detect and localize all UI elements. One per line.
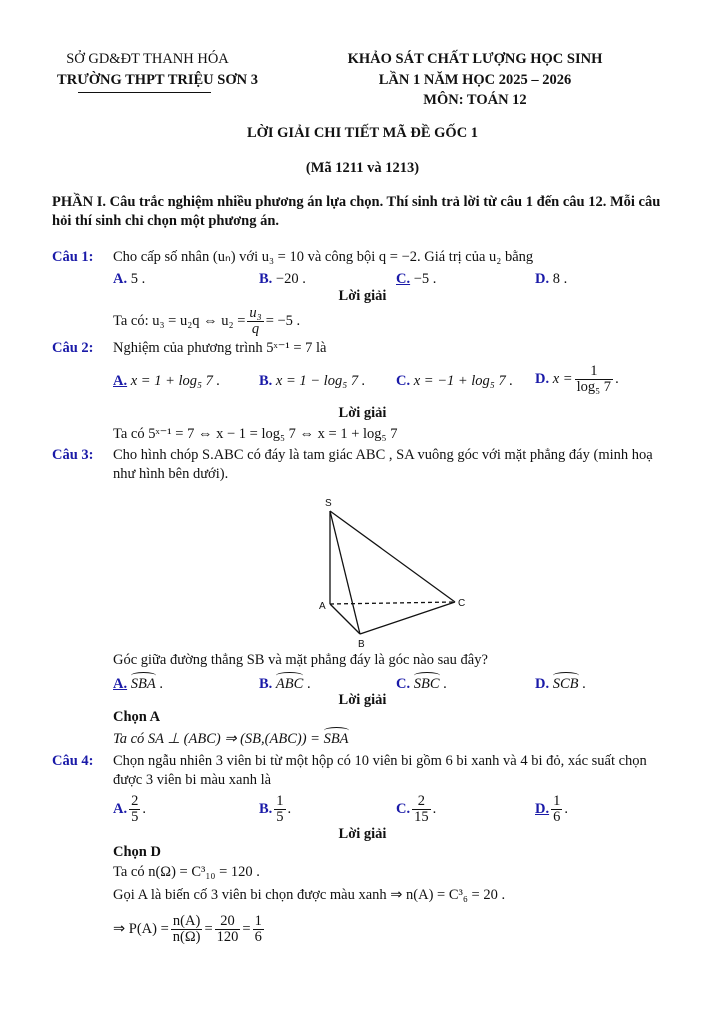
option-value: x =: [552, 370, 573, 387]
page-subtitle: (Mã 1211 và 1213): [305, 160, 420, 176]
denominator: 5: [276, 809, 284, 825]
option-value: −20 .: [275, 271, 306, 287]
option-letter: A.: [113, 800, 128, 817]
option-letter-correct: A.: [113, 373, 128, 389]
q2-solution: Ta có 5ˣ⁻¹ = 7 ⇔ x − 1 = log₅ 7 ⇔ x = 1 + log₅ 7: [113, 426, 398, 442]
fraction: [171, 914, 203, 945]
option-value: 5 .: [130, 271, 146, 287]
vertex-label-a: A: [319, 601, 326, 612]
numerator: 1: [254, 913, 262, 929]
numerator: 1: [553, 793, 561, 809]
option-letter: D.: [535, 370, 550, 387]
denominator: q: [251, 321, 260, 337]
q2-option-d: D. x = $\frac{1}{\text{log₅ 7}}$ .: [535, 363, 619, 395]
denominator: 120: [216, 929, 239, 945]
q4-solution-line3: ⇒ P(A) = $\frac{n(A)}{n(\Omega)}$ = $\frac{20}{120}$ = $\frac{1}{6}$: [113, 913, 262, 945]
numerator: u₃: [249, 305, 262, 321]
option-letter: B.: [259, 676, 273, 692]
angle-value: SCB: [552, 676, 579, 692]
q4-choice: Chọn D: [113, 844, 161, 860]
department-name: SỞ GD&ĐT THANH HÓA: [66, 51, 229, 67]
q4-option-c: C. $\frac{2}{15}$ .: [396, 793, 437, 825]
sol-pre: Ta có: u₃ = u₂q ⇔ u₂ =: [113, 312, 246, 329]
part-heading-line2: hỏi thí sinh chỉ chọn một phương án.: [52, 213, 280, 229]
q1-option-b: [259, 270, 306, 288]
q3-text-line1: Cho hình chóp S.ABC có đáy là tam giác ABC , SA vuông góc với mặt phẳng đáy (minh hoạ: [113, 447, 653, 463]
fraction: [129, 794, 140, 825]
q4-text-line1: Chọn ngẫu nhiên 3 viên bi từ một hộp có 10 viên bi gồm 6 bi xanh và 4 bi đỏ, xác suất chọn: [113, 753, 647, 769]
school-name-text: TRƯỜNG THPT TRIỆU SƠN 3: [57, 72, 258, 88]
q4-text-line2: được 3 viên bi màu xanh là: [113, 772, 272, 788]
fraction: [215, 914, 241, 945]
q1-text: Cho cấp số nhân (uₙ) với u₃ = 10 và công bội q = −2. Giá trị của u₂ bằng: [113, 249, 534, 265]
angle-value: ABC: [275, 676, 304, 692]
sol-post: = −5 .: [265, 312, 301, 329]
sol-pre: ⇒ P(A) =: [113, 920, 169, 937]
q3-label: Câu 3:: [52, 447, 94, 463]
exam-subject: MÔN: TOÁN 12: [423, 92, 527, 108]
q4-option-b: B. $\frac{1}{5}$ .: [259, 793, 292, 825]
header-underline: [78, 92, 211, 93]
page-title: LỜI GIẢI CHI TIẾT MÃ ĐỀ GỐC 1: [246, 125, 479, 141]
q3-choice: Chọn A: [113, 709, 161, 725]
option-letter: D.: [535, 271, 550, 287]
fraction: [253, 914, 264, 945]
q1-option-c: [396, 270, 436, 288]
q3-option-b: B. ABC .: [259, 676, 311, 692]
q1-option-a: [113, 270, 145, 288]
option-value: 8 .: [552, 271, 568, 287]
edge-bc: [360, 602, 455, 634]
numerator: 1: [575, 364, 613, 380]
denominator: log₅ 7: [576, 379, 612, 395]
option-letter: B.: [259, 373, 273, 389]
option-value: x = −1 + log₅ 7 .: [413, 373, 513, 389]
vertex-label-b: B: [358, 639, 365, 650]
option-value: −5 .: [413, 271, 437, 287]
q2-option-b: [259, 372, 365, 390]
edge-ab: [330, 604, 360, 634]
denominator: n(Ω): [172, 929, 201, 945]
sol-pre: Ta có SA ⊥ (ABC) ⇒ (SB,(ABC)) =: [113, 731, 320, 747]
option-letter-correct: D.: [535, 800, 550, 817]
option-letter-correct: C.: [396, 271, 411, 287]
fraction: [274, 794, 285, 825]
numerator: 20: [215, 914, 241, 930]
exam-title: KHẢO SÁT CHẤT LƯỢNG HỌC SINH: [347, 51, 603, 67]
edge-ac-hidden: [330, 602, 455, 604]
option-letter-correct: A.: [113, 676, 128, 692]
q2-label: Câu 2:: [52, 340, 94, 356]
q1-label: Câu 1:: [52, 249, 94, 265]
option-letter: B.: [259, 800, 273, 817]
fraction: [247, 306, 263, 337]
option-letter: A.: [113, 271, 128, 287]
q4-option-a: A. $\frac{2}{5}$ .: [113, 793, 146, 825]
option-value: x = 1 + log₅ 7 .: [130, 373, 221, 389]
numerator: n(A): [171, 914, 203, 930]
fraction: [412, 794, 431, 825]
option-value: x = 1 − log₅ 7 .: [275, 373, 366, 389]
angle-value: SBC: [413, 676, 440, 692]
option-letter: D.: [535, 676, 550, 692]
q3-question: Góc giữa đường thẳng SB và mặt phẳng đáy là góc nào sau đây?: [113, 652, 488, 668]
q1-option-d: [535, 270, 567, 288]
q3-solution: [113, 730, 349, 748]
option-letter: C.: [396, 676, 411, 692]
q4-solution-line2: Gọi A là biến cố 3 viên bi chọn được màu xanh ⇒ n(A) = C³₆ = 20 .: [113, 887, 506, 903]
q3-option-a: A. SBA .: [113, 676, 163, 692]
vertex-label-s: S: [325, 498, 332, 509]
vertex-label-c: C: [458, 598, 466, 609]
q4-label: Câu 4:: [52, 753, 94, 769]
angle-value: SBA: [323, 731, 349, 747]
angle-value: SBA: [130, 676, 156, 692]
q2-option-c: [396, 372, 513, 390]
school-name: [40, 71, 275, 89]
pyramid-figure: [300, 490, 490, 655]
numerator: 2: [131, 793, 139, 809]
fraction: [575, 364, 613, 395]
fraction: [551, 794, 562, 825]
q1-solution-heading: Lời giải: [338, 288, 387, 304]
denominator: 5: [131, 809, 139, 825]
q3-solution-heading: Lời giải: [338, 692, 387, 708]
denominator: 6: [553, 809, 561, 825]
q2-text: Nghiệm của phương trình 5ˣ⁻¹ = 7 là: [113, 340, 327, 356]
option-letter: C.: [396, 800, 411, 817]
q4-option-d: D. $\frac{1}{6}$ .: [535, 793, 568, 825]
part-heading-line1: PHẦN I. Câu trắc nghiệm nhiều phương án lựa chọn. Thí sinh trả lời từ câu 1 đến câu 12. Mỗi câu: [52, 194, 661, 210]
q4-solution-heading: Lời giải: [338, 826, 387, 842]
numerator: 1: [276, 793, 284, 809]
q4-solution-line1: Ta có n(Ω) = C³₁₀ = 120 .: [113, 864, 260, 880]
q1-solution: [113, 306, 300, 337]
option-letter: B.: [259, 271, 273, 287]
denominator: 15: [414, 809, 429, 825]
q3-option-d: D. SCB .: [535, 676, 586, 692]
q3-option-c: C. SBC .: [396, 676, 447, 692]
q3-text-line2: như hình bên dưới).: [113, 466, 229, 482]
option-letter: C.: [396, 373, 411, 389]
denominator: 6: [254, 929, 262, 945]
q2-solution-heading: Lời giải: [338, 405, 387, 421]
exam-year: LẦN 1 NĂM HỌC 2025 – 2026: [378, 72, 572, 88]
numerator: 2: [412, 794, 431, 810]
q2-option-a: [113, 372, 220, 390]
